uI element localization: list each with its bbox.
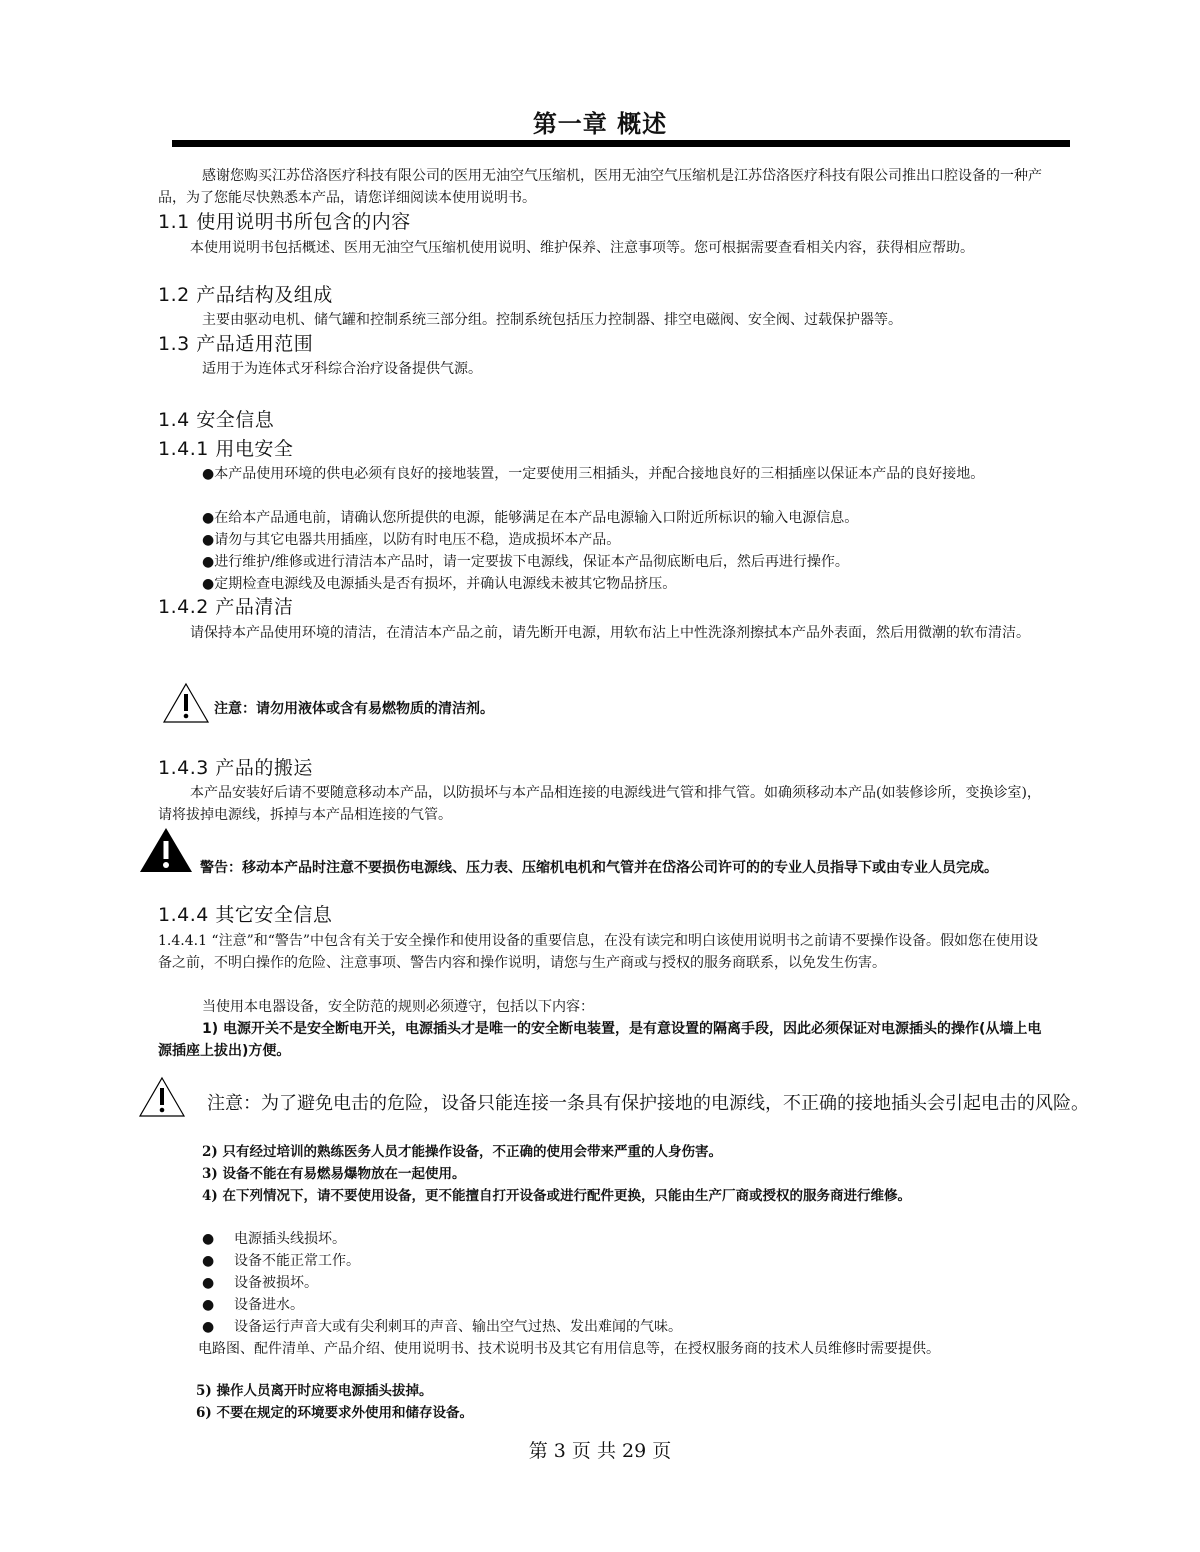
cleaning-note: 注意：请勿用液体或含有易燃物质的清洁剂。 [214,701,494,717]
heading-1-4: 1.4 安全信息 [158,409,275,431]
bullet-icon: ● [202,1275,215,1291]
heading-1-2: 1.2 产品结构及组成 [158,284,333,306]
caution-triangle-icon [162,682,210,724]
moving-warning: 警告：移动本产品时注意不要损伤电源线、压力表、压缩机电机和气管并在岱洛公司许可的的专业人员指导下或由专业人员完成。 [200,860,998,876]
rule-item-3: 3) 设备不能在有易燃易爆物放在一起使用。 [202,1166,466,1182]
bullet-icon: ● [202,1231,215,1247]
rule-item-5: 5) 操作人员离开时应将电源插头拔掉。 [196,1383,433,1399]
bullet-icon: ● [202,1319,215,1335]
bullet-icon: ● [202,510,215,526]
section-1-4-2-body: 请保持本产品使用环境的清洁，在清洁本产品之前，请先断开电源，用软布沾上中性洗涤剂擦拭本产品外表面，然后用微潮的软布清洁。 [190,625,1030,641]
bullet-icon: ● [202,554,215,570]
rule-item-6: 6) 不要在规定的环境要求外使用和储存设备。 [196,1405,473,1421]
list-item: ● 设备不能正常工作。 [202,1250,1052,1272]
page-footer: 第 3 页 共 29 页 [528,1440,672,1462]
rule-item-4: 4) 在下列情况下，请不要使用设备，更不能擅自打开设备或进行配件更换，只能由生产厂商或授权的服务商进行维修。 [202,1188,911,1204]
list-item: ●请勿与其它电器共用插座，以防有时电压不稳，造成损坏本产品。 [202,532,621,548]
heading-1-4-1: 1.4.1 用电安全 [158,438,294,460]
bullet-icon: ● [202,532,215,548]
rule-item-2: 2) 只有经过培训的熟练医务人员才能操作设备，不正确的使用会带来严重的人身伤害。 [202,1144,722,1160]
heading-1-3: 1.3 产品适用范围 [158,333,314,355]
heading-1-4-3: 1.4.3 产品的搬运 [158,757,313,779]
list-item: ●在给本产品通电前，请确认您所提供的电源，能够满足在本产品电源输入口附近所标识的输入电源信息。 [202,510,859,526]
list-item: ●进行维护/维修或进行清洁本产品时，请一定要拔下电源线，保证本产品彻底断电后，然后再进行操作。 [202,554,849,570]
section-1-2-body: 主要由驱动电机、储气罐和控制系统三部分组。控制系统包括压力控制器、排空电磁阀、安全阀、过载保护器等。 [202,312,902,328]
section-1-3-body: 适用于为连体式牙科综合治疗设备提供气源。 [202,361,482,377]
title-rule [172,140,1070,147]
heading-1-4-4: 1.4.4 其它安全信息 [158,904,333,926]
rule-item-1: 1) 电源开关不是安全断电开关，电源插头才是唯一的安全断电装置，是有意设置的隔离手段，因此必须保证对电源插头的操作(从墙上电源插座上拔出)方便。 [158,1021,1042,1059]
bullet-icon: ● [202,466,215,482]
list-item: ●定期检查电源线及电源插头是否有损坏，并确认电源线未被其它物品挤压。 [202,576,677,592]
caution-triangle-icon [138,1076,186,1118]
section-1-4-4-p2: 当使用本电器设备，安全防范的规则必须遵守，包括以下内容： [202,999,594,1015]
section-1-4-4-p3: 电路图、配件清单、产品介绍、使用说明书、技术说明书及其它有用信息等，在授权服务商的技术人员维修时需要提供。 [198,1341,940,1357]
bullet-icon: ● [202,576,215,592]
bullet-icon: ● [202,1297,215,1313]
section-1-4-3-body: 本产品安装好后请不要随意移动本产品，以防损坏与本产品相连接的电源线进气管和排气管。如确须移动本产品(如装修诊所，变换诊室)，请将拔掉电源线，拆掉与本产品相连接的气管。 [158,785,1041,823]
heading-1-4-2: 1.4.2 产品清洁 [158,596,294,618]
section-1-1-body: 本使用说明书包括概述、医用无油空气压缩机使用说明、维护保养、注意事项等。您可根据需要查看相关内容，获得相应帮助。 [190,240,974,256]
chapter-title: 第一章 概述 [532,110,668,138]
list-item: ●本产品使用环境的供电必须有良好的接地装置，一定要使用三相插头，并配合接地良好的三相插座以保证本产品的良好接地。 [202,466,985,482]
intro-paragraph: 感谢您购买江苏岱洛医疗科技有限公司的医用无油空气压缩机，医用无油空气压缩机是江苏岱洛医疗科技有限公司推出口腔设备的一种产品，为了您能尽快熟悉本产品，请您详细阅读本使用说明书。 [158,168,1042,206]
list-item: ● 电源插头线损坏。 [202,1228,1052,1250]
bullet-icon: ● [202,1253,215,1269]
list-item: ● 设备进水。 [202,1294,1052,1316]
section-1-4-4-p1: 1.4.4.1 “注意”和“警告”中包含有关于安全操作和使用设备的重要信息，在没有读完和明白该使用说明书之前请不要操作设备。假如您在使用设备之前，不明白操作的危险、注意事项、警告内容和操作说明，请您与生产商或与授权的服务商联系，以免发生伤害。 [158,933,1039,971]
list-item: ● 设备被损坏。 [202,1272,1052,1294]
grounding-note: 注意：为了避免电击的危险，设备只能连接一条具有保护接地的电源线，不正确的接地插头会引起电击的风险。 [207,1093,1089,1114]
list-item: ● 设备运行声音大或有尖利刺耳的声音、输出空气过热、发出难闻的气味。 [202,1316,1052,1338]
heading-1-1: 1.1 使用说明书所包含的内容 [158,211,411,233]
